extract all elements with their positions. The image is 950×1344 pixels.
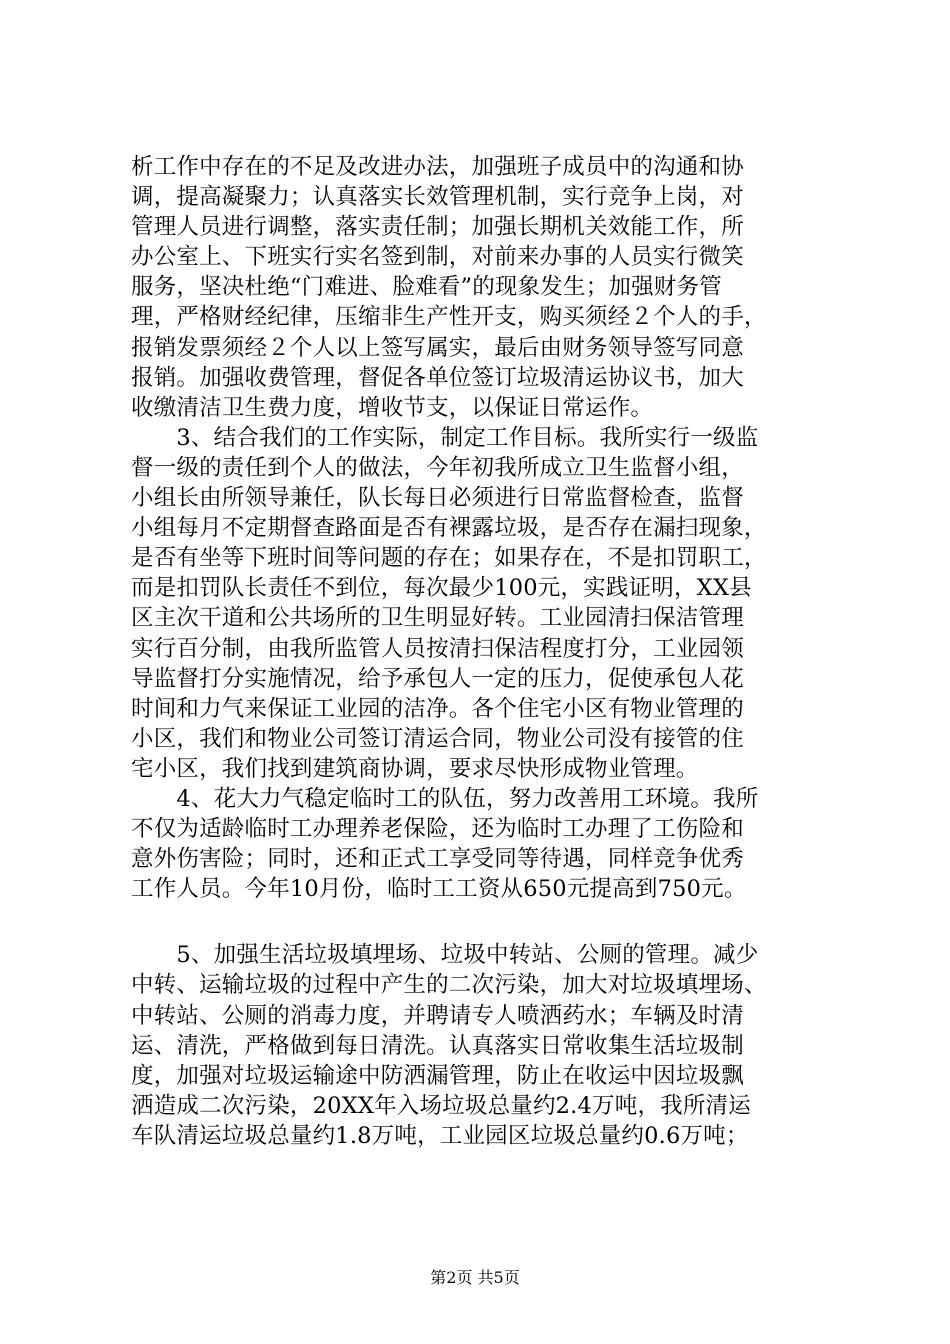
text-line: 洒造成二次污染，20XX年入场垃圾总量约2.4万吨，我所清运	[131, 1092, 751, 1119]
text-line: 3、结合我们的工作实际，制定工作目标。我所实行一级监	[131, 424, 759, 451]
text-line: 中转站、公厕的消毒力度，并聘请专人喷洒药水；车辆及时清	[131, 1002, 744, 1029]
text-line: 理，严格财经纪律，压缩非生产性开支，购买须经２个人的手，	[131, 304, 767, 331]
text-line: 导监督打分实施情况，给予承包人一定的压力，促使承包人花	[131, 665, 744, 692]
text-line: 工作人员。今年10月份，临时工工资从650元提高到750元。	[131, 876, 747, 903]
text-line: 区主次干道和公共场所的卫生明显好转。工业园清扫保洁管理	[131, 605, 744, 632]
paragraph-gap	[131, 904, 831, 940]
text-line: 调，提高凝聚力；认真落实长效管理机制，实行竞争上岗，对	[131, 184, 744, 211]
text-line: 小组长由所领导兼任，队长每日必须进行日常监督检查，监督	[131, 485, 744, 512]
text-line: 时间和力气来保证工业园的洁净。各个住宅小区有物业管理的	[131, 695, 744, 722]
text-line: 报销发票须经２个人以上签写属实，最后由财务领导签写同意	[131, 334, 744, 361]
text-line: 意外伤害险；同时，还和正式工享受同等待遇，同样竞争优秀	[131, 846, 744, 873]
text-line: 管理人员进行调整，落实责任制；加强长期机关效能工作，所	[131, 214, 744, 241]
text-line: 宅小区，我们找到建筑商协调，要求尽快形成物业管理。	[131, 755, 699, 782]
page-number-footer: 第2页 共5页	[430, 1268, 520, 1287]
text-line: 督一级的责任到个人的做法，今年初我所成立卫生监督小组，	[131, 454, 744, 481]
text-line: 服务，坚决杜绝“门难进、脸难看”的现象发生；加强财务管	[131, 274, 722, 301]
text-line: 收缴清洁卫生费力度，增收节支，以保证日常运作。	[131, 394, 654, 421]
text-line: 运、清洗，严格做到每日清洗。认真落实日常收集生活垃圾制	[131, 1032, 744, 1059]
text-line: 5、加强生活垃圾填埋场、垃圾中转站、公厕的管理。减少	[131, 942, 759, 969]
text-line: 析工作中存在的不足及改进办法，加强班子成员中的沟通和协	[131, 154, 744, 180]
text-line: 是否有坐等下班时间等问题的存在；如果存在，不是扣罚职工，	[131, 545, 767, 572]
text-line: 小组每月不定期督查路面是否有裸露垃圾，是否存在漏扫现象，	[131, 515, 767, 542]
text-line: 小区，我们和物业公司签订清运合同，物业公司没有接管的住	[131, 725, 744, 752]
text-line: 不仅为适龄临时工办理养老保险，还为临时工办理了工伤险和	[131, 816, 744, 843]
text-line: 车队清运垃圾总量约1.8万吨，工业园区垃圾总量约0.6万吨；	[131, 1122, 749, 1149]
text-line: 度，加强对垃圾运输途中防洒漏管理，防止在收运中因垃圾飘	[131, 1062, 744, 1089]
text-line: 4、花大力气稳定临时工的队伍，努力改善用工环境。我所	[131, 785, 759, 812]
text-line: 实行百分制，由我所监管人员按清扫保洁程度打分，工业园领	[131, 635, 744, 662]
text-line: 报销。加强收费管理，督促各单位签订垃圾清运协议书，加大	[131, 364, 744, 391]
text-line: 中转、运输垃圾的过程中产生的二次污染，加大对垃圾填埋场、	[131, 972, 767, 999]
text-line: 而是扣罚队长责任不到位，每次最少100元，实践证明，XX县	[131, 575, 752, 602]
document-body	[131, 152, 831, 1151]
text-line: 办公室上、下班实行实名签到制，对前来办事的人员实行微笑	[131, 244, 744, 271]
